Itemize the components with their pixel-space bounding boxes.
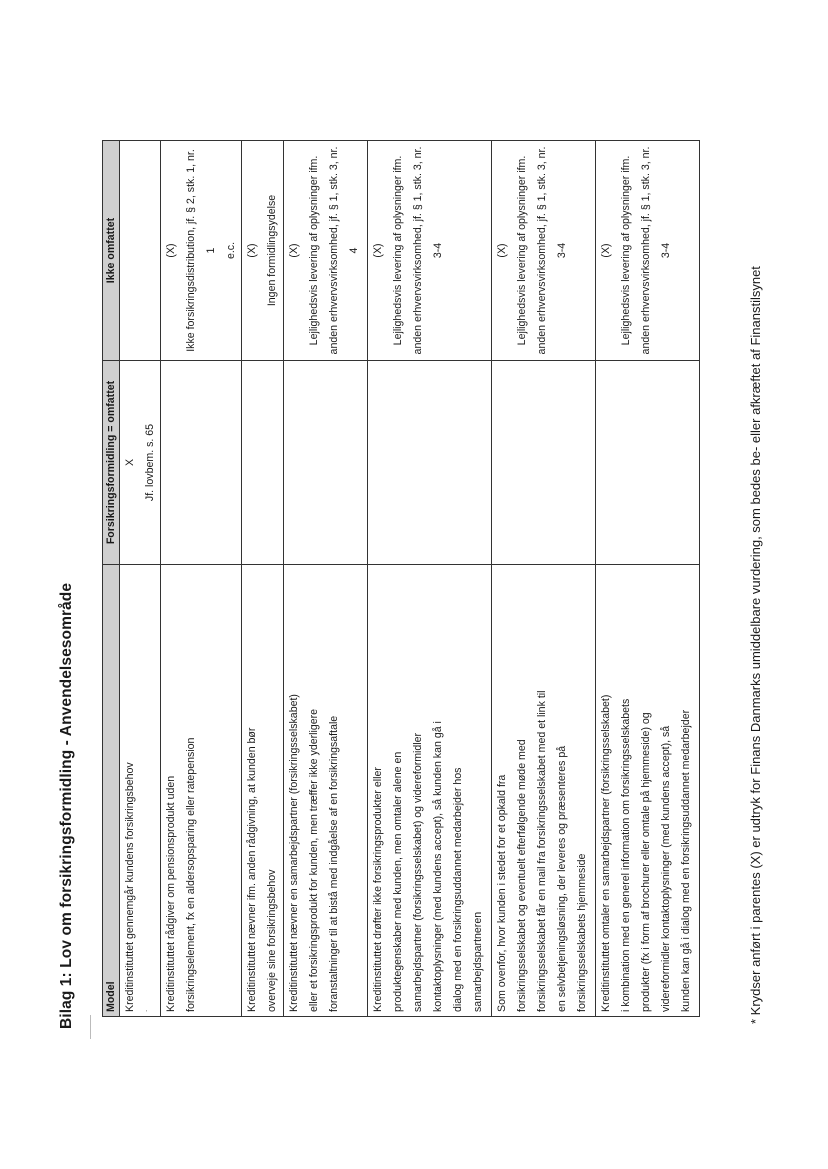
header-formidling: Forsikringsformidling = omfattet — [103, 361, 120, 565]
model-cell-line: forsikringsselskabet får en mail fra forsikringsselskabet med et link til — [536, 690, 548, 1012]
footnote: * Krydser anført i parentes (X) er udtryk for Finans Danmarks umiddelbare vurdering, som bedes be- eller afkræftet af Finanstilsynet — [748, 266, 763, 1024]
model-cell-line: overveje sine forsikringsbehov — [266, 869, 278, 1012]
ikke-omfattet-cell — [596, 141, 700, 361]
table-row — [242, 141, 284, 1017]
ikke-omfattet-cell-line: Ikke forsikringsdistribution, jf. § 2, stk. 1, nr. 1 — [185, 149, 217, 352]
ikke-omfattet-cell-line: (X) — [600, 243, 612, 258]
formidling-cell — [161, 361, 242, 565]
ikke-omfattet-cell-line: Lejlighedsvis levering af oplysninger ifm. — [516, 155, 528, 346]
model-cell-line: Kreditinstituttet gennemgår kundens forsikringsbehov — [124, 762, 136, 1012]
model-cell-line: i kombination med en generel information om forsikringsselskabets — [620, 698, 632, 1012]
model-cell — [596, 565, 700, 1017]
table-row — [284, 141, 368, 1017]
ikke-omfattet-cell-line: Lejlighedsvis levering af oplysninger ifm. — [308, 155, 320, 346]
ikke-omfattet-cell-line: 3-4 — [432, 242, 444, 259]
ikke-omfattet-cell — [242, 141, 284, 361]
ikke-omfattet-cell — [492, 141, 596, 361]
ikke-omfattet-cell-line: Ingen formidlingsydelse — [266, 194, 278, 307]
model-cell-line: foranstaltninger til at bistå med indgåelse af en forsikringsaftale — [328, 715, 340, 1012]
formidling-cell — [368, 361, 492, 565]
ikke-omfattet-cell — [161, 141, 242, 361]
model-cell-line: Kreditinstituttet drøfter ikke forsikringsprodukter eller — [372, 767, 384, 1012]
model-cell — [492, 565, 596, 1017]
ikke-omfattet-cell-line: 4 — [348, 247, 360, 254]
model-cell-line: forsikringsselskabet og eventuelt efterfølgende møde med — [516, 739, 528, 1012]
model-cell-line: en selvbetjeningsløsning, der leveres og præsenteres på — [556, 745, 568, 1012]
ikke-omfattet-cell-line: anden erhvervsvirksomhed, jf. § 1, stk. 3, nr. — [328, 146, 340, 355]
model-cell-line: kunden kan gå i dialog med en forsikringsuddannet medarbejder — [680, 709, 692, 1012]
table-row — [492, 141, 596, 1017]
table-row — [161, 141, 242, 1017]
document-title: Bilag 1: Lov om forsikringsformidling - Anvendelsesområde — [58, 582, 75, 1029]
formidling-cell-line: X — [124, 458, 136, 467]
model-cell-line: . — [140, 1009, 149, 1012]
formidling-cell — [596, 361, 700, 565]
scope-table — [102, 140, 700, 1017]
model-cell-line: samarbejdspartner (forsikringsselskabet) og videreformidler — [412, 732, 424, 1012]
table-row — [368, 141, 492, 1017]
model-cell-line: eller et forsikringsprodukt for kunden, men træffer ikke yderligere — [308, 708, 320, 1012]
table-header-row — [103, 141, 120, 1017]
model-cell-line: produktegenskaber med kunden, men omtaler alene en — [392, 751, 404, 1012]
ikke-omfattet-cell — [120, 141, 161, 361]
header-ikke-omfattet: Ikke omfattet — [103, 141, 120, 361]
header-model: Model — [103, 565, 120, 1017]
formidling-cell — [120, 361, 161, 565]
model-cell-line: Som ovenfor, hvor kunden i stedet for et opkald fra — [496, 774, 508, 1012]
ikke-omfattet-cell — [284, 141, 368, 361]
ikke-omfattet-cell-line: anden erhvervsvirksomhed, jf. § 1, stk. 3, nr. — [536, 146, 548, 355]
model-cell-line: Kreditinstituttet nævner ifm. anden rådgivning, at kunden bør — [246, 727, 258, 1012]
ikke-omfattet-cell-line: anden erhvervsvirksomhed, jf. § 1, stk. 3, nr. — [412, 146, 424, 355]
model-cell-line: videreformidler kontaktoplysninger (med kundens accept), så — [660, 725, 672, 1012]
ikke-omfattet-cell-line: 3-4 — [556, 242, 568, 259]
formidling-cell — [284, 361, 368, 565]
model-cell — [242, 565, 284, 1017]
ikke-omfattet-cell-line: Lejlighedsvis levering af oplysninger ifm. — [392, 155, 404, 346]
model-cell-line: Kreditinstituttet omtaler en samarbejdspartner (forsikringsselskabet) — [600, 694, 612, 1012]
ikke-omfattet-cell-line: (X) — [288, 243, 300, 258]
ikke-omfattet-cell-line: 3-4 — [660, 242, 672, 259]
table-row — [596, 141, 700, 1017]
formidling-cell — [492, 361, 596, 565]
model-cell-line: Kreditinstituttet rådgiver om pensionsprodukt uden — [165, 775, 177, 1012]
model-cell-line: forsikringselement, fx en aldersopsparing eller ratepension — [185, 737, 197, 1012]
model-cell-line: samarbejdspartneren — [472, 911, 484, 1012]
margin-mark — [90, 1015, 91, 1039]
table-row — [120, 141, 161, 1017]
model-cell-line: Kreditinstituttet nævner en samarbejdspartner (forsikringsselskabet) — [288, 694, 300, 1012]
ikke-omfattet-cell-line: anden erhvervsvirksomhed, jf. § 1, stk. 3, nr. — [640, 146, 652, 355]
model-cell — [368, 565, 492, 1017]
model-cell — [284, 565, 368, 1017]
model-cell-line: kontaktoplysninger (med kundens accept), så kunden kan gå i — [432, 721, 444, 1012]
ikke-omfattet-cell-line: e.c. — [225, 241, 237, 260]
ikke-omfattet-cell-line: (X) — [165, 243, 177, 258]
ikke-omfattet-cell-line: (X) — [496, 243, 508, 258]
formidling-cell — [242, 361, 284, 565]
model-cell-line: dialog med en forsikringsuddannet medarbejder hos — [452, 767, 464, 1012]
ikke-omfattet-cell-line: (X) — [372, 243, 384, 258]
model-cell — [161, 565, 242, 1017]
model-cell-line: produkter (fx i form af brochurer eller omtale på hjemmeside) og — [640, 712, 652, 1012]
ikke-omfattet-cell-line: Lejlighedsvis levering af oplysninger ifm. — [620, 155, 632, 346]
model-cell-line: forsikringsselskabets hjemmeside — [576, 853, 588, 1012]
ikke-omfattet-cell-line: (X) — [246, 243, 258, 258]
formidling-cell-line: Jf. lovbem. s. 65 — [144, 423, 156, 502]
table-body — [120, 141, 700, 1017]
model-cell — [120, 565, 161, 1017]
ikke-omfattet-cell — [368, 141, 492, 361]
